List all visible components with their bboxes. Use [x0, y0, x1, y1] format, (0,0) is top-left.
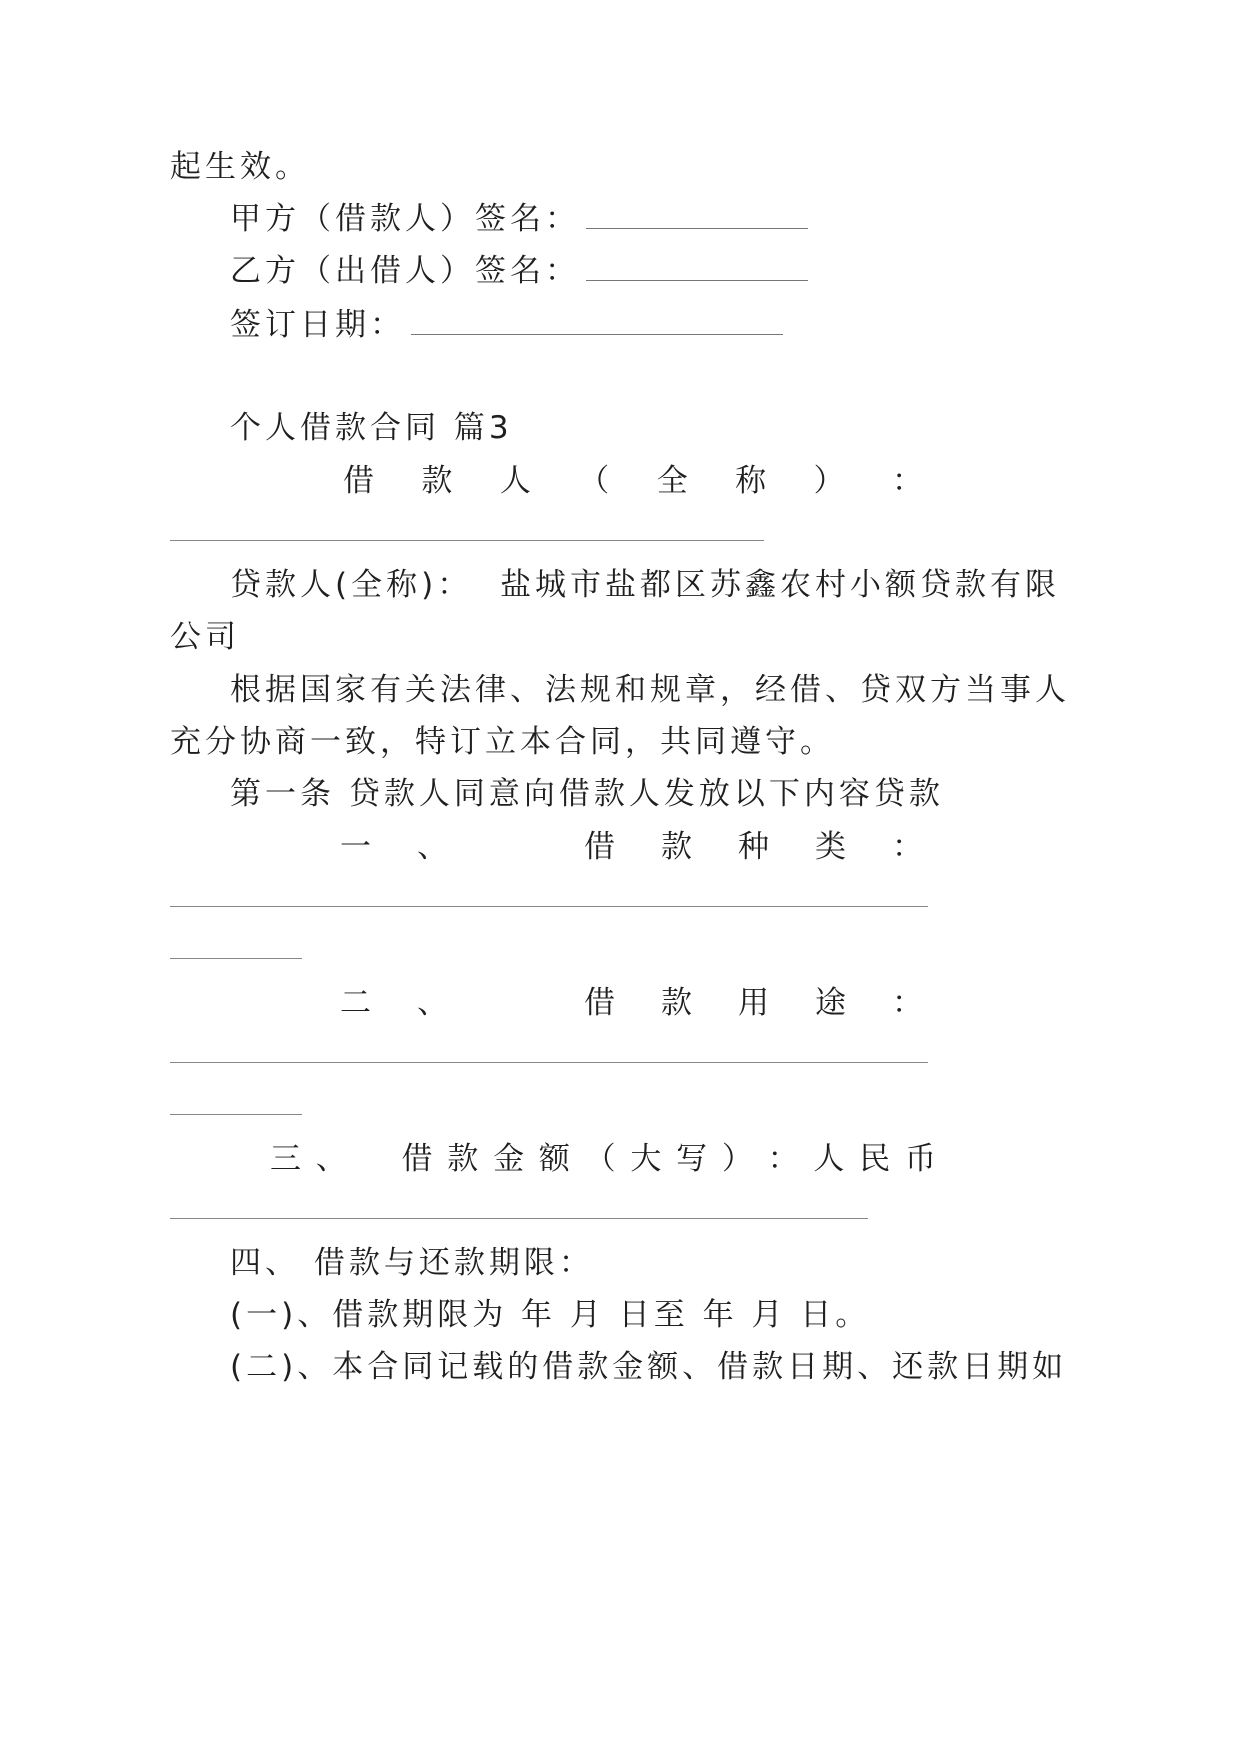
char: ）: [813, 463, 845, 499]
char: 全: [656, 463, 688, 499]
char: ：: [891, 463, 923, 499]
line-effective: 起生效。: [170, 149, 310, 185]
item-loan-type-label: [340, 827, 923, 867]
char: 类: [815, 829, 846, 865]
char: （: [578, 463, 610, 499]
char: 二: [340, 985, 371, 1021]
char: 款: [661, 985, 692, 1021]
article-one: 第一条 贷款人同意向借款人发放以下内容贷款: [230, 776, 944, 812]
char: 用: [738, 985, 769, 1021]
item-loan-amount-blank: [170, 1218, 868, 1219]
char: 种: [738, 829, 769, 865]
char: 写: [676, 1141, 708, 1177]
char: ：: [892, 829, 923, 865]
section-title: 个人借款合同 篇3: [230, 410, 513, 446]
item-loan-term-2: (二)、本合同记载的借款金额、借款日期、还款日期如: [230, 1349, 1068, 1385]
char: 借: [584, 985, 615, 1021]
char: 民: [859, 1141, 891, 1177]
basis-paragraph-line1: 根据国家有关法律、法规和规章，经借、贷双方当事人: [230, 672, 1070, 708]
char: 人: [813, 1141, 845, 1177]
signature-party-a-label: 甲方（借款人）签名：: [230, 201, 580, 237]
char: 、: [417, 829, 448, 865]
lender-name-continued: 公司: [170, 619, 240, 655]
item-loan-purpose-blank: [170, 1062, 928, 1063]
char: （: [584, 1141, 616, 1177]
signature-party-b: [230, 251, 808, 291]
signature-party-b-blank: [586, 254, 808, 281]
lender-name: 盐城市盐都区苏鑫农村小额贷款有限: [500, 567, 1061, 603]
borrower-fullname-blank: [170, 540, 764, 541]
borrower-fullname-label: [343, 461, 923, 501]
char: 额: [538, 1141, 570, 1177]
item-loan-type-blank-continued: [170, 958, 302, 959]
char: 途: [815, 985, 846, 1021]
char: 人: [499, 463, 531, 499]
basis-paragraph-line2: 充分协商一致，特订立本合同，共同遵守。: [170, 724, 835, 760]
char: 金: [493, 1141, 525, 1177]
char: ：: [767, 1141, 799, 1177]
char: 、: [417, 985, 448, 1021]
item-loan-purpose-blank-continued: [170, 1114, 302, 1115]
signature-date-blank: [411, 308, 783, 335]
signature-party-a: [230, 199, 808, 239]
item-loan-term-1: (一)、借款期限为 年 月 日至 年 月 日。: [230, 1297, 871, 1333]
signature-party-b-label: 乙方（出借人）签名：: [230, 253, 580, 289]
char: 一: [340, 829, 371, 865]
char: 款: [421, 463, 453, 499]
char: 币: [904, 1141, 936, 1177]
char: 借: [401, 1141, 433, 1177]
item-loan-purpose-label: [340, 983, 923, 1023]
char: 款: [661, 829, 692, 865]
char: ：: [892, 985, 923, 1021]
char: ）: [721, 1141, 753, 1177]
item-loan-term: 四、 借款与还款期限：: [230, 1245, 594, 1281]
char: 借: [584, 829, 615, 865]
char: 借: [343, 463, 374, 499]
lender-label: 贷款人(全称)：: [230, 567, 473, 603]
char: 大: [630, 1141, 662, 1177]
lender-line: [230, 565, 1060, 605]
char: 款: [447, 1141, 479, 1177]
char: 三: [270, 1141, 301, 1177]
signature-party-a-blank: [586, 202, 808, 229]
item-loan-amount-label: [270, 1139, 936, 1179]
char: 、: [315, 1141, 347, 1177]
char: 称: [735, 463, 767, 499]
item-loan-type-blank: [170, 906, 928, 907]
signature-date-label: 签订日期：: [230, 307, 405, 343]
signature-date: [230, 305, 783, 345]
